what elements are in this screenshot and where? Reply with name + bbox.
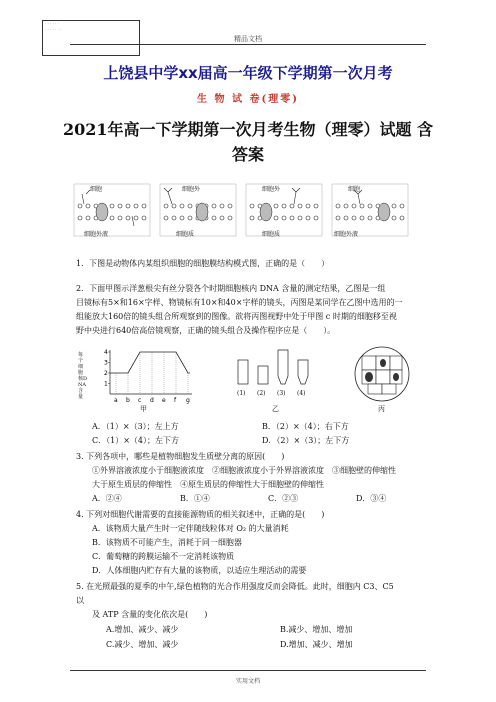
x-tick-label: e — [162, 397, 166, 404]
question-2-line-3: 组能放大160倍的镜头组合所观察到的图像。欲将丙图视野中处于甲图 c 时期的细胞移至视 — [76, 312, 397, 321]
figure-bing-label: 丙 — [378, 405, 385, 413]
y-axis-label: 每个细胞核DNA含量 — [78, 352, 88, 400]
membrane-figure — [72, 180, 412, 240]
chromosome-icon — [393, 373, 399, 381]
q5-option-b: B.减少、增加、增加 — [280, 625, 353, 634]
q4-option-b: B．该物质不可能产生，消耗于同一细胞器 — [92, 538, 242, 547]
question-2-line-1: 2．下面甲图示洋葱根尖有丝分裂各个时期细胞核内 DNA 含量的测定结果，乙图是一组 — [76, 284, 386, 293]
question-5-line-1: 5. 在光照最强的夏季的中午,绿色植物的光合作用强度反而会降低。此时，细胞内 C3、C5 — [76, 582, 394, 591]
lens-4-icon — [298, 360, 308, 384]
panel-2-top-label: 细胞外 — [182, 186, 201, 193]
question-2-line-2: 目镜标有5×和16×字样、物镜标有10×和40×字样的镜头，丙图是某同学在乙图中选用的一 — [76, 298, 403, 307]
x-tick-label: d — [150, 397, 154, 404]
panel-3-bottom-label: 细胞质 — [262, 231, 281, 238]
lens-label-1: (1) — [237, 390, 246, 397]
cell-icon — [390, 356, 402, 370]
question-5-line-2: 以 — [76, 596, 84, 605]
figure-yi-label: 乙 — [272, 405, 279, 413]
lens-label-2: (2) — [257, 390, 266, 397]
question-3-line-1: 3. 下列各项中，哪些是植物细胞发生质壁分离的原因( ) — [76, 452, 285, 461]
y-tick-label: 2 — [104, 370, 108, 377]
cell-icon — [376, 370, 390, 384]
panel-1-bottom-label: 细胞外液 — [84, 231, 109, 238]
q3-option-c: C．②③ — [268, 494, 299, 503]
header-rule — [70, 44, 426, 45]
x-tick-label: a — [114, 397, 118, 404]
x-tick-label: b — [126, 397, 130, 404]
question-1: 1．下图是动物体内某组织细胞的细胞膜结构模式图，正确的是（ ） — [76, 259, 330, 268]
q5-option-a: A.增加、减少、减少 — [106, 625, 179, 634]
y-tick-group — [104, 349, 110, 388]
q3-option-b: B．①④ — [180, 494, 210, 503]
q2-option-b: B．（2）×（4）；右下方 — [262, 422, 349, 431]
question-5-line-3: 及 ATP 含量的变化依次是( ) — [92, 610, 208, 619]
lens-3-icon — [278, 350, 288, 384]
chromosome-icon — [380, 359, 386, 367]
microscope-field-figure — [352, 344, 412, 404]
q5-option-d: D.增加、减少、增加 — [280, 640, 353, 649]
question-4-line-1: 4. 下列对细胞代谢需要的直接能源物质的相关叙述中，正确的是( ) — [76, 510, 325, 519]
lens-2-icon — [258, 366, 268, 384]
q4-option-c: C．葡萄糖的跨膜运输不一定消耗该物质 — [92, 552, 235, 561]
header-label: 精品文档 — [234, 35, 262, 43]
membrane-panel-3 — [246, 184, 322, 236]
stamp-line: · · · · · · — [45, 21, 59, 26]
cell-icon — [362, 356, 376, 370]
q2-option-d: D．（2）×（3）；左下方 — [262, 436, 350, 445]
q5-option-c: C.减少、增加、减少 — [106, 640, 179, 649]
panel-4-top-label: 细胞 — [348, 186, 361, 193]
q2-option-a: A．（1）×（3）；左上方 — [92, 422, 179, 431]
lens-label-3: (3) — [277, 390, 286, 397]
stamp-line: · · · · · · · — [45, 27, 62, 32]
q4-option-a: A．该物质大量产生时一定伴随线粒体对 O₂ 的大量消耗 — [92, 524, 289, 533]
figure-jia-label: 甲 — [140, 405, 147, 413]
question-3-line-2: ①外界溶液浓度小于细胞液浓度 ②细胞液浓度小于外界溶液浓度 ③细胞壁的伸缩性 — [92, 466, 396, 475]
cell-icon — [382, 384, 396, 394]
question-3-line-3: 大于原生质层的伸缩性 ④原生质层的伸缩性大于细胞壁的伸缩性 — [92, 480, 324, 489]
footer-label: 实用文档 — [235, 678, 260, 685]
panel-4-bottom-label: 细胞外液 — [334, 231, 359, 238]
document-title: 2021年高一下学期第一次月考生物（理零）试题 含答案 — [62, 120, 434, 164]
lens-label-4: (4) — [297, 390, 306, 397]
x-tick-label: g — [186, 397, 190, 404]
y-tick-label: 4 — [104, 349, 108, 356]
q2-option-c: C．（1）×（4）；左下方 — [92, 436, 180, 445]
q3-option-a: A．②④ — [92, 494, 122, 503]
x-tick-group — [114, 352, 190, 404]
footer-rule — [70, 670, 426, 671]
q4-option-d: D．人体细胞内贮存有大量的该物质，以适应生理活动的需要 — [92, 566, 307, 575]
q3-option-d: D．③④ — [356, 494, 387, 503]
y-tick-label: 1 — [104, 380, 108, 388]
panel-3-top-label: 细胞外 — [262, 186, 281, 193]
chromosome-icon — [365, 372, 373, 382]
lens-1-icon — [238, 360, 248, 384]
panel-2-bottom-label: 细胞质 — [176, 231, 195, 238]
x-tick-label: c — [138, 397, 142, 404]
exam-subtitle: 生 物 试 卷(理零) — [197, 94, 299, 105]
exam-title: 上饶县中学xx届高一年级下学期第一次月考 — [103, 64, 393, 82]
y-tick-label: 3 — [104, 359, 108, 367]
question-2-line-4: 野中央进行640倍高倍镜观察，正确的镜头组合及操作程序应是（ ）。 — [76, 326, 336, 335]
x-tick-label: f — [174, 397, 177, 404]
lens-figure — [232, 346, 322, 396]
panel-1-top-label: 细胞 — [90, 186, 103, 193]
cell-icon — [368, 384, 382, 394]
dna-series-line — [110, 352, 190, 373]
dna-chart — [88, 346, 198, 404]
